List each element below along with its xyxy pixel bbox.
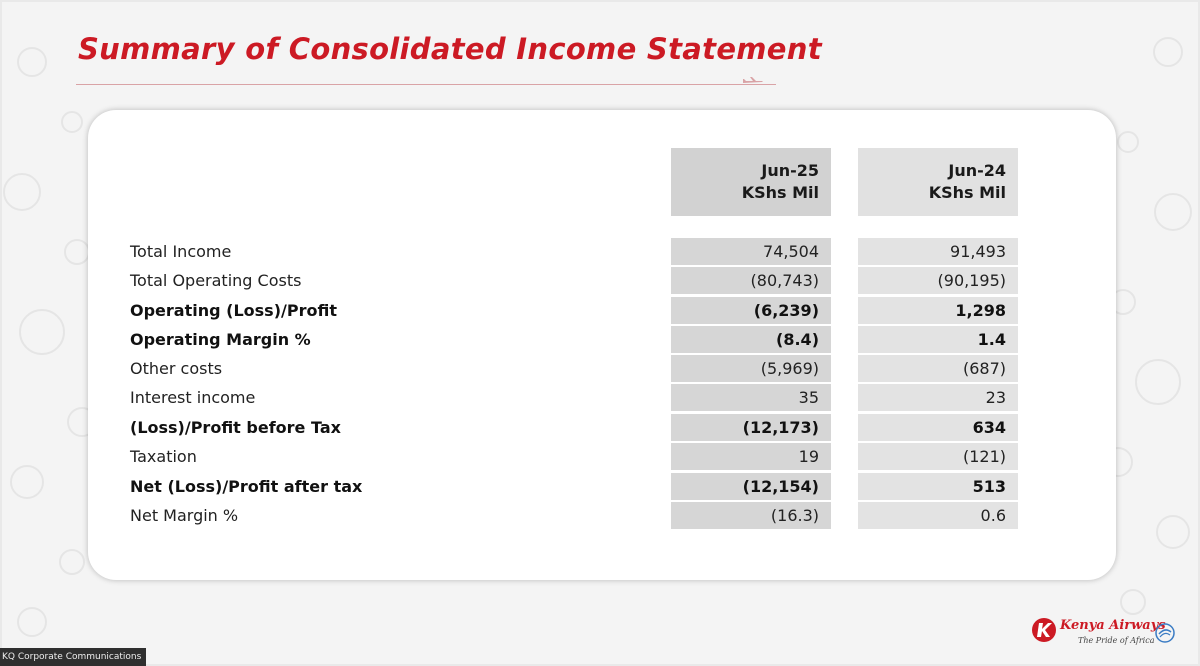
cell-jun24: 0.6: [858, 502, 1018, 529]
table-row: [0, 325, 1200, 354]
logo-tagline: The Pride of Africa: [1078, 636, 1155, 645]
column-unit: KShs Mil: [741, 183, 819, 202]
row-label: Operating Margin %: [130, 330, 311, 349]
column-header-jun25: [671, 148, 831, 216]
cell-jun24: 23: [858, 384, 1018, 411]
speaker-name: KQ Corporate Communications: [2, 652, 142, 662]
table-row: [0, 501, 1200, 530]
row-label: (Loss)/Profit before Tax: [130, 418, 341, 437]
cell-jun24: 91,493: [858, 238, 1018, 265]
logo-name: Kenya Airways: [1060, 618, 1166, 633]
airplane-icon: [742, 76, 764, 88]
title-divider: [76, 84, 776, 85]
row-label: Taxation: [130, 447, 197, 466]
row-label: Other costs: [130, 359, 223, 378]
cell-jun25: (12,154): [671, 473, 831, 500]
table-row: [0, 472, 1200, 501]
skyteam-badge-icon: [1154, 622, 1176, 644]
table-row: [0, 354, 1200, 383]
cell-jun24: (90,195): [858, 267, 1018, 294]
cell-jun25: (8.4): [671, 326, 831, 353]
column-unit: KShs Mil: [928, 183, 1006, 202]
cell-jun24: (687): [858, 355, 1018, 382]
cell-jun25: (12,173): [671, 414, 831, 441]
cell-jun24: 513: [858, 473, 1018, 500]
row-label: Total Operating Costs: [130, 271, 302, 290]
column-period: Jun-25: [761, 161, 819, 180]
slide-title: Summary of Consolidated Income Statement: [78, 32, 822, 66]
table-row: [0, 413, 1200, 442]
table-row: [0, 296, 1200, 325]
table-row: [0, 266, 1200, 295]
cell-jun25: (6,239): [671, 297, 831, 324]
cell-jun25: 35: [671, 384, 831, 411]
table-row: [0, 442, 1200, 471]
cell-jun25: 74,504: [671, 238, 831, 265]
column-header-jun24: [858, 148, 1018, 216]
row-label: Operating (Loss)/Profit: [130, 301, 337, 320]
row-label: Net Margin %: [130, 506, 239, 525]
cell-jun24: 634: [858, 414, 1018, 441]
table-row: [0, 237, 1200, 266]
row-label: Interest income: [130, 388, 256, 407]
cell-jun24: 1.4: [858, 326, 1018, 353]
cell-jun24: 1,298: [858, 297, 1018, 324]
cell-jun25: (5,969): [671, 355, 831, 382]
cell-jun25: (16.3): [671, 502, 831, 529]
table-row: [0, 383, 1200, 412]
speaker-caption-bar: [0, 648, 146, 666]
row-label: Net (Loss)/Profit after tax: [130, 477, 363, 496]
cell-jun25: (80,743): [671, 267, 831, 294]
kq-logo-mark-icon: [1030, 616, 1058, 644]
cell-jun24: (121): [858, 443, 1018, 470]
kenya-airways-logo: [1030, 614, 1190, 654]
row-label: Total Income: [130, 242, 232, 261]
cell-jun25: 19: [671, 443, 831, 470]
column-period: Jun-24: [948, 161, 1006, 180]
